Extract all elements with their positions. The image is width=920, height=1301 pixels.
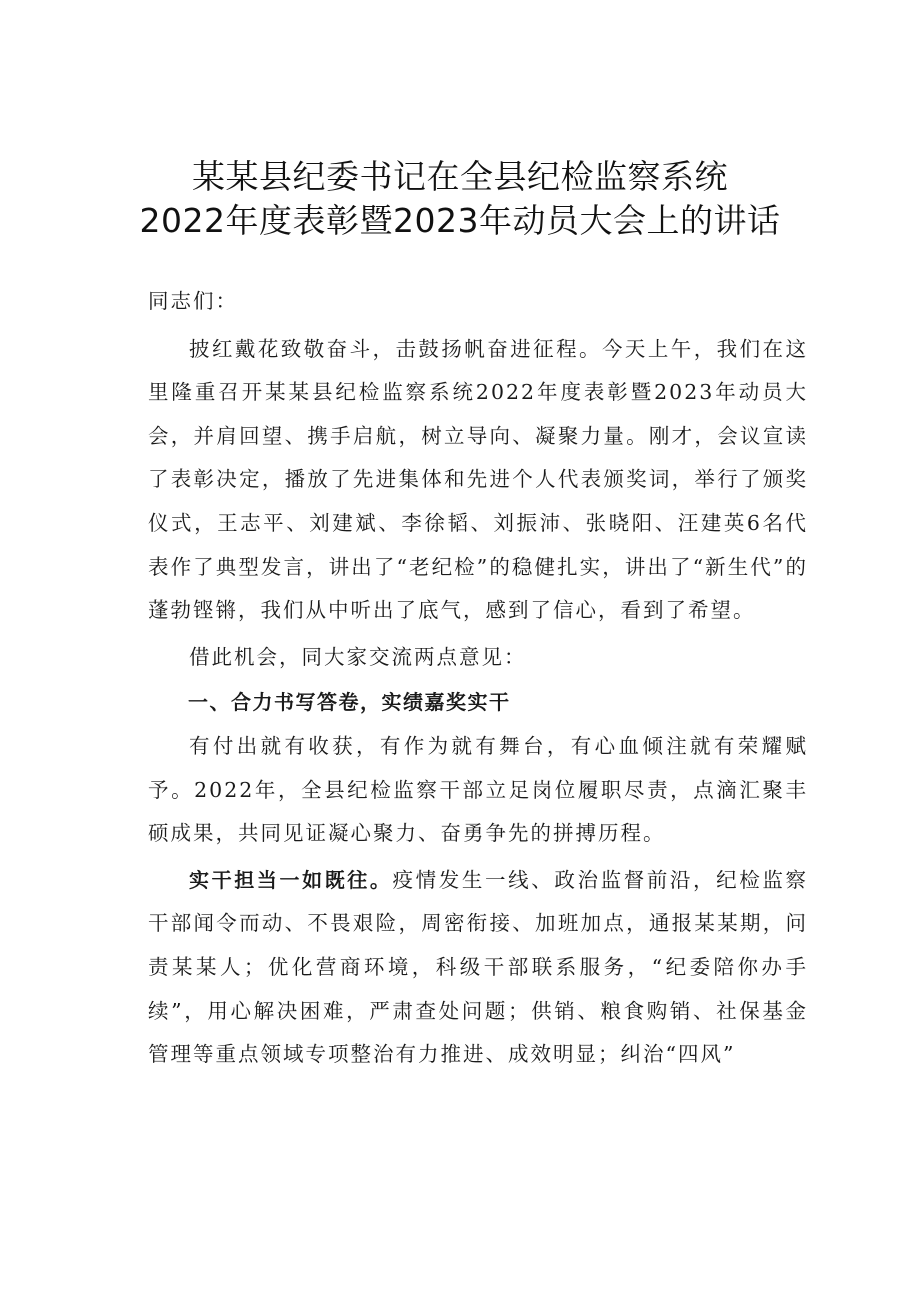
section-heading-1: 一、合力书写答卷，实绩嘉奖实干 — [188, 690, 511, 715]
paragraph-achievements: 有付出就有收获，有作为就有舞台，有心血倾注就有荣耀赋予。2022年，全县纪检监察干部立足岗位履职尽责，点滴汇聚丰硕成果，共同见证凝心聚力、奋勇争先的拼搏历程。 — [148, 733, 808, 846]
document-body — [148, 280, 808, 1077]
paragraph-body-text: 疫情发生一线、政治监督前沿，纪检监察干部闻令而动、不畏艰险，周密衔接、加班加点，通报某某期，问责某某人；优化营商环境，科级干部联系服务，“纪委陪你办手续”，用心解决困难，严肃查处问题；供销、粮食购销、社保基金管理等重点领域专项整治有力推进、成效明显；纠治“四风” — [148, 867, 809, 1067]
paragraph-practical-work — [148, 859, 808, 1077]
document-title-line-2: 2022年度表彰暨2023年动员大会上的讲话 — [139, 201, 781, 240]
paragraph-transition: 借此机会，同大家交流两点意见： — [189, 644, 527, 669]
document-title-line-1: 某某县纪委书记在全县纪检监察系统 — [192, 157, 728, 196]
paragraph-opening: 披红戴花致敬奋斗，击鼓扬帆奋进征程。今天上午，我们在这里隆重召开某某县纪检监察系统2022年度表彰暨2023年动员大会，并肩回望、携手启航，树立导向、凝聚力量。刚才，会议宣读了表彰决定，播放了先进集体和先进个人代表颁奖词，举行了颁奖仪式，王志平、刘建斌、李徐韬、刘振沛、张晓阳、汪建英6名代表作了典型发言，讲出了“老纪检”的稳健扎实，讲出了“新生代”的蓬勃铿锵，我们从中听出了底气，感到了信心，看到了希望。 — [148, 336, 808, 623]
paragraph-lead-phrase: 实干担当一如既往。 — [189, 867, 393, 892]
greeting: 同志们： — [148, 289, 238, 313]
